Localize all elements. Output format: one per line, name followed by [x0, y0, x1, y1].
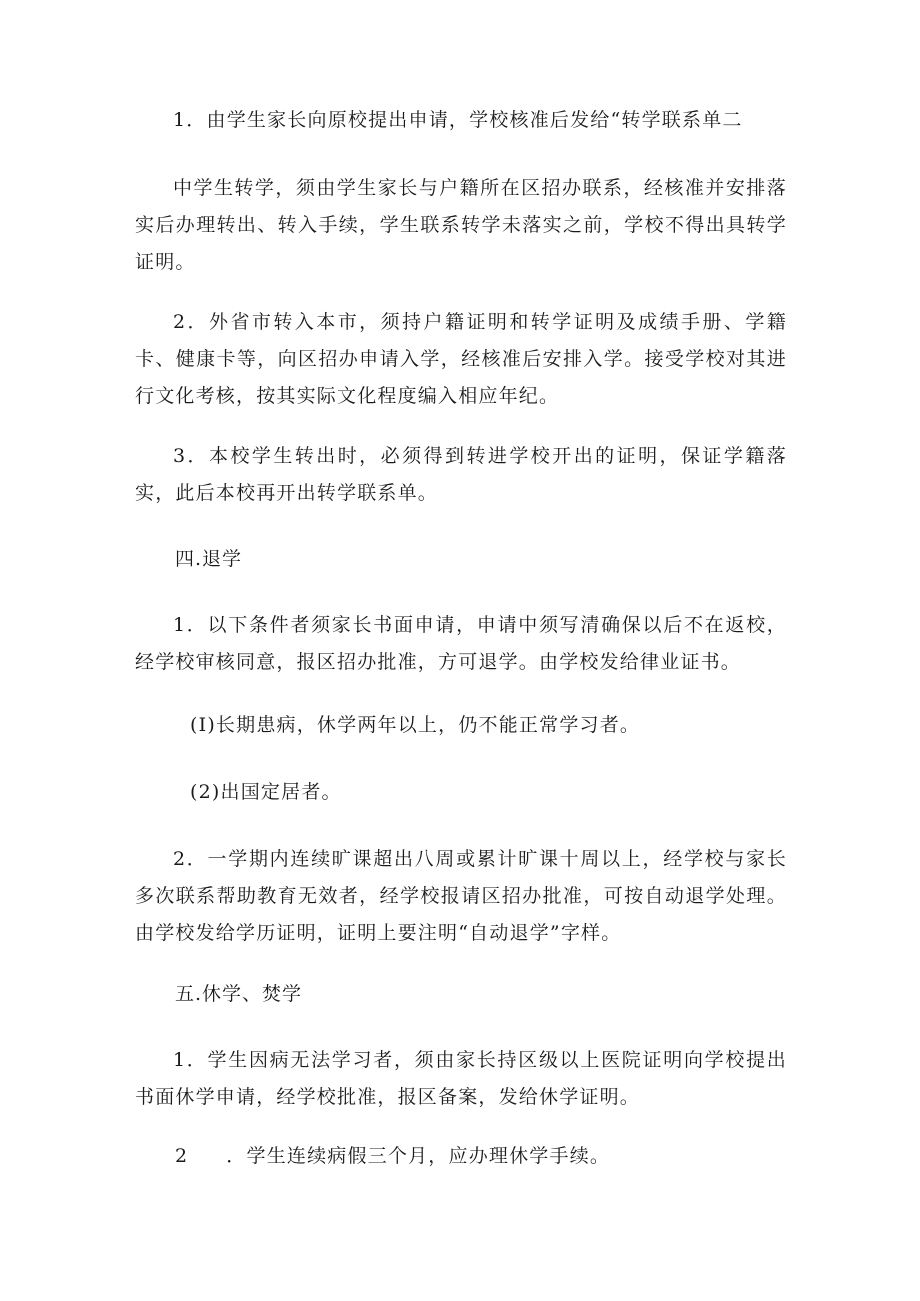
- paragraph-suspension-step-1: 1．学生因病无法学习者，须由家长持区级以上医院证明向学校提出书面休学申请，经学校批准，报区备案，发给休学证明。: [135, 1049, 787, 1108]
- step-text: ．学生连续病假三个月，应办理休学手续。: [226, 1145, 611, 1167]
- paragraph-suspension-step-2: [175, 1138, 610, 1175]
- step-number: 2: [175, 1145, 189, 1167]
- paragraph-withdrawal-condition-1: (I)长期患病，休学两年以上，仍不能正常学习者。: [190, 714, 641, 736]
- paragraph-transfer-step-3: 3．本校学生转出时，必须得到转进学校开出的证明，保证学籍落实，此后本校再开出转学联系单。: [135, 445, 787, 504]
- paragraph-middle-school-transfer: 中学生转学，须由学生家长与户籍所在区招办联系，经核准并安排落实后办理转出、转入手续，学生联系转学未落实之前，学校不得出具转学证明。: [135, 177, 787, 273]
- section-heading-suspension: 五.休学、焚学: [175, 983, 303, 1005]
- paragraph-withdrawal-condition-2: (2)出国定居者。: [190, 781, 342, 803]
- section-heading-withdrawal: 四.退学: [175, 548, 243, 570]
- paragraph-withdrawal-step-1: 1．以下条件者须家长书面申请，申请中须写清确保以后不在返校，经学校审核同意，报区招办批准，方可退学。由学校发给律业证书。: [135, 614, 787, 673]
- paragraph-transfer-step-1: 1．由学生家长向原校提出申请，学校核准后发给“转学联系单二: [173, 109, 743, 131]
- paragraph-transfer-step-2: 2．外省市转入本市，须持户籍证明和转学证明及成绩手册、学籍卡、健康卡等，向区招办申请入学，经核准后安排入学。接受学校对其进行文化考核，按其实际文化程度编入相应年纪。: [135, 311, 787, 407]
- paragraph-withdrawal-step-2: 2．一学期内连续旷课超出八周或累计旷课十周以上，经学校与家长多次联系帮助教育无效者，经学校报请区招办批准，可按自动退学处理。由学校发给学历证明，证明上要注明“自动退学”字样。: [135, 848, 787, 944]
